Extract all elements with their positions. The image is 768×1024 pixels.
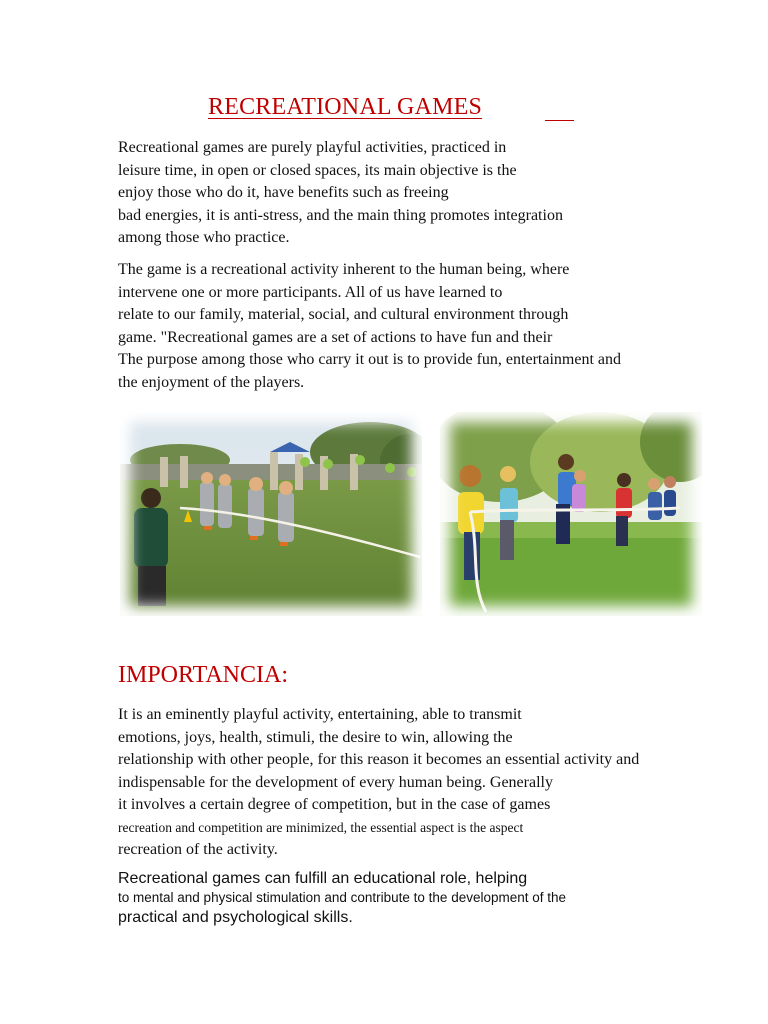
text-line: The purpose among those who carry it out is to provide fun, entertainment and [118,351,621,368]
text-line: Recreational games are purely playful activities, practiced in [118,139,507,156]
tug-of-war-adults-illustration [120,412,422,616]
tug-of-war-children-photo [440,412,702,616]
text-line: enjoy those who do it, have benefits such as freeing [118,184,449,201]
text-line: the enjoyment of the players. [118,373,305,391]
closing-paragraph [118,869,718,928]
text-line: relationship with other people, for this reason it becomes an essential activity and [118,751,640,768]
text-line: it involves a certain degree of competition, but in the case of games [118,796,551,813]
text-line: The game is a recreational activity inherent to the human being, where [118,261,570,278]
text-line: intervene one or more participants. All of us have learned to [118,283,503,301]
text-line: game. "Recreational games are a set of actions to have fun and their [118,328,553,346]
text-line: bad energies, it is anti-stress, and the main thing promotes integration [118,206,563,224]
text-line: leisure time, in open or closed spaces, its main objective is the [118,161,517,179]
intro-paragraph [118,137,718,250]
text-line: recreation of the activity. [118,841,278,858]
text-line: recreation and competition are minimized, the essential aspect is the aspect [118,819,524,835]
document-title: RECREATIONAL GAMES [208,94,483,120]
text-line: emotions, joys, health, stimuli, the desire to win, allowing the [118,728,513,746]
text-line: practical and psychological skills. [118,909,353,926]
text-line: Recreational games can fulfill an educational role, helping [118,870,528,887]
tug-of-war-children-illustration [440,412,702,616]
text-line: indispensable for the development of every human being. Generally [118,773,553,791]
title-underline [545,120,574,121]
text-line: among those who practice. [118,229,290,246]
text-line: to mental and physical stimulation and contribute to the development of the [118,890,567,905]
second-paragraph [118,259,718,394]
tug-of-war-adults-photo [120,412,422,616]
text-line: It is an eminently playful activity, entertaining, able to transmit [118,706,522,723]
section-heading: IMPORTANCIA: [118,662,288,688]
text-line: relate to our family, material, social, and cultural environment through [118,306,569,323]
importance-paragraph [118,704,718,862]
